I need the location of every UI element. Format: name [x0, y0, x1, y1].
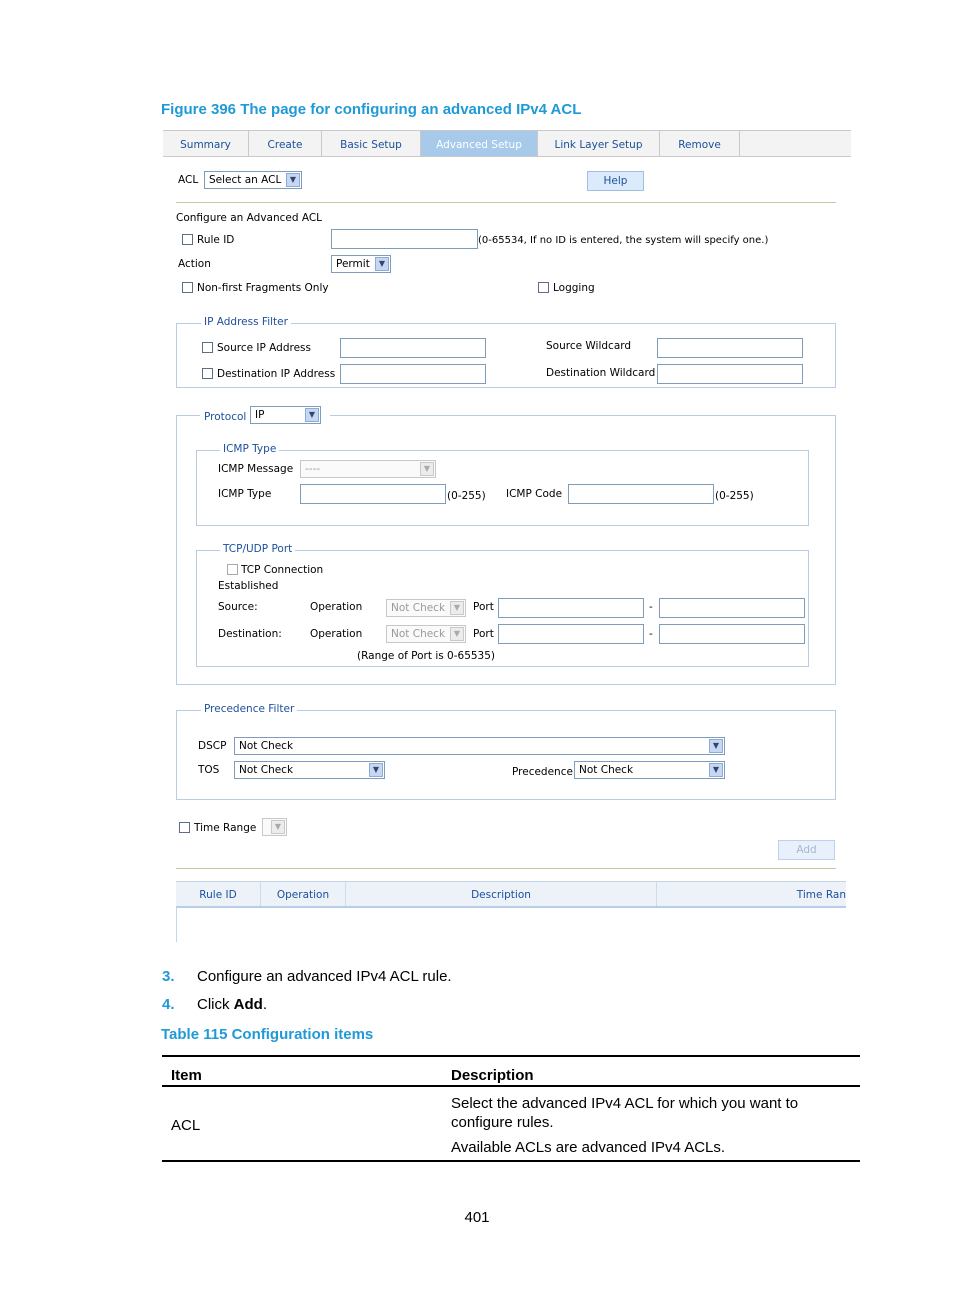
tab-advanced-setup[interactable]: Advanced Setup	[421, 131, 538, 156]
time-range-checkbox[interactable]	[179, 822, 190, 833]
destination-ip-label: Destination IP Address	[217, 368, 336, 380]
table-header-item: Item	[171, 1067, 202, 1084]
protocol-select-value: IP	[255, 409, 265, 421]
tab-create[interactable]: Create	[249, 131, 322, 156]
icmp-message-label: ICMP Message	[218, 463, 294, 475]
tab-remove[interactable]: Remove	[660, 131, 740, 156]
destination-port-label: Destination:	[218, 628, 282, 640]
port-range-note: (Range of Port is 0-65535)	[357, 650, 496, 662]
destination-port-dash: -	[649, 628, 653, 640]
icmp-type-range: (0-255)	[447, 490, 486, 502]
step-3	[162, 968, 452, 985]
tos-select[interactable]	[234, 761, 385, 779]
destination-port-end-input[interactable]	[659, 624, 805, 644]
source-ip-checkbox[interactable]	[202, 342, 213, 353]
rule-id-checkbox[interactable]	[182, 234, 193, 245]
tab-bar	[163, 130, 851, 157]
destination-ip-input[interactable]	[340, 364, 486, 384]
chevron-down-icon: ▼	[450, 627, 464, 641]
destination-ip-checkbox[interactable]	[202, 368, 213, 379]
destination-operation-select[interactable]	[386, 625, 466, 643]
chevron-down-icon: ▼	[709, 763, 723, 777]
source-port-end-input[interactable]	[659, 598, 805, 618]
grid-left-border	[176, 907, 177, 942]
source-operation-value: Not Check	[391, 602, 446, 614]
protocol-select[interactable]	[250, 406, 321, 424]
icmp-type-label: ICMP Type	[218, 488, 272, 500]
table-cell-item: ACL	[171, 1117, 201, 1134]
dscp-select-value: Not Check	[239, 740, 294, 752]
icmp-message-value: ----	[305, 463, 321, 475]
precedence-filter-group	[176, 710, 836, 800]
tos-select-value: Not Check	[239, 764, 294, 776]
step-text-post: .	[262, 996, 268, 1013]
logging-checkbox[interactable]	[538, 282, 549, 293]
time-range-select[interactable]	[262, 818, 287, 836]
tcp-udp-port-legend: TCP/UDP Port	[220, 543, 295, 555]
established-label: Established	[218, 580, 279, 592]
tab-summary[interactable]: Summary	[163, 131, 249, 156]
dscp-select[interactable]	[234, 737, 725, 755]
rule-grid-header	[176, 881, 846, 908]
icmp-type-input[interactable]	[300, 484, 446, 504]
step-4	[162, 996, 268, 1013]
divider	[176, 202, 836, 203]
table-bottom-rule	[162, 1160, 860, 1162]
action-select-value: Permit	[336, 258, 370, 270]
tab-link-layer-setup[interactable]: Link Layer Setup	[538, 131, 660, 156]
rule-id-input[interactable]	[331, 229, 478, 249]
rule-id-label: Rule ID	[197, 234, 235, 246]
chevron-down-icon: ▼	[709, 739, 723, 753]
table-cell-description-1: Select the advanced IPv4 ACL for which you want to configure rules.	[451, 1095, 799, 1131]
dscp-label: DSCP	[198, 740, 227, 752]
step-text: Configure an advanced IPv4 ACL rule.	[197, 968, 452, 985]
precedence-label: Precedence	[512, 766, 573, 778]
column-rule-id[interactable]: Rule ID	[176, 882, 261, 906]
source-wildcard-input[interactable]	[657, 338, 803, 358]
precedence-select-value: Not Check	[579, 764, 634, 776]
source-port-word: Port	[473, 601, 494, 613]
step-text	[197, 996, 267, 1013]
icmp-message-select[interactable]	[300, 460, 436, 478]
figure-title: Figure 396 The page for configuring an advanced IPv4 ACL	[161, 101, 582, 118]
acl-select[interactable]	[204, 171, 302, 189]
action-select[interactable]	[331, 255, 391, 273]
chevron-down-icon: ▼	[271, 820, 285, 834]
step-number: 4.	[162, 996, 175, 1013]
destination-operation-label: Operation	[310, 628, 363, 640]
ip-address-filter-legend: IP Address Filter	[201, 316, 291, 328]
precedence-select[interactable]	[574, 761, 725, 779]
rule-id-hint: (0-65534, If no ID is entered, the system will specify one.)	[478, 235, 769, 246]
logging-label: Logging	[553, 282, 595, 294]
chevron-down-icon: ▼	[450, 601, 464, 615]
destination-port-start-input[interactable]	[498, 624, 644, 644]
source-port-label: Source:	[218, 601, 258, 613]
table-header-description: Description	[451, 1067, 534, 1084]
action-label: Action	[178, 258, 211, 270]
add-button[interactable]: Add	[778, 840, 835, 860]
tcp-connection-checkbox[interactable]	[227, 564, 238, 575]
source-port-dash: -	[649, 601, 653, 613]
destination-port-word: Port	[473, 628, 494, 640]
table-cell-description-2: Available ACLs are advanced IPv4 ACLs.	[451, 1139, 726, 1156]
table-header-rule	[162, 1085, 860, 1087]
icmp-code-range: (0-255)	[715, 490, 754, 502]
non-first-fragments-label: Non-first Fragments Only	[197, 282, 329, 294]
source-ip-label: Source IP Address	[217, 342, 311, 354]
table-title: Table 115 Configuration items	[161, 1026, 374, 1043]
acl-select-value: Select an ACL	[209, 174, 282, 186]
icmp-type-legend: ICMP Type	[220, 443, 279, 455]
page-number: 401	[464, 1209, 490, 1226]
column-description[interactable]: Description	[346, 882, 657, 906]
time-range-label: Time Range	[194, 822, 257, 834]
source-wildcard-label: Source Wildcard	[546, 340, 632, 352]
chevron-down-icon: ▼	[420, 462, 434, 476]
step-text-bold: Add	[233, 996, 263, 1013]
tos-label: TOS	[198, 764, 220, 776]
chevron-down-icon: ▼	[375, 257, 389, 271]
column-time-range[interactable]: Time Ran	[796, 889, 846, 901]
tcp-connection-label: TCP Connection	[241, 564, 324, 576]
icmp-code-input[interactable]	[568, 484, 714, 504]
source-ip-input[interactable]	[340, 338, 486, 358]
icmp-code-label: ICMP Code	[506, 488, 563, 500]
step-number: 3.	[162, 968, 175, 985]
acl-label: ACL	[178, 174, 199, 186]
chevron-down-icon: ▼	[286, 173, 300, 187]
icmp-type-group	[196, 450, 809, 526]
protocol-label: Protocol	[204, 411, 247, 423]
source-operation-select[interactable]	[386, 599, 466, 617]
column-operation[interactable]: Operation	[261, 882, 346, 906]
precedence-filter-legend: Precedence Filter	[201, 703, 297, 715]
non-first-fragments-checkbox[interactable]	[182, 282, 193, 293]
section-heading: Configure an Advanced ACL	[176, 212, 323, 224]
tab-basic-setup[interactable]: Basic Setup	[322, 131, 421, 156]
table-top-rule	[162, 1055, 860, 1057]
destination-wildcard-input[interactable]	[657, 364, 803, 384]
help-button[interactable]: Help	[587, 171, 644, 191]
divider	[176, 868, 836, 869]
chevron-down-icon: ▼	[305, 408, 319, 422]
destination-operation-value: Not Check	[391, 628, 446, 640]
destination-wildcard-label: Destination Wildcard	[546, 367, 656, 379]
chevron-down-icon: ▼	[369, 763, 383, 777]
source-operation-label: Operation	[310, 601, 363, 613]
step-text-pre: Click	[197, 996, 234, 1013]
source-port-start-input[interactable]	[498, 598, 644, 618]
